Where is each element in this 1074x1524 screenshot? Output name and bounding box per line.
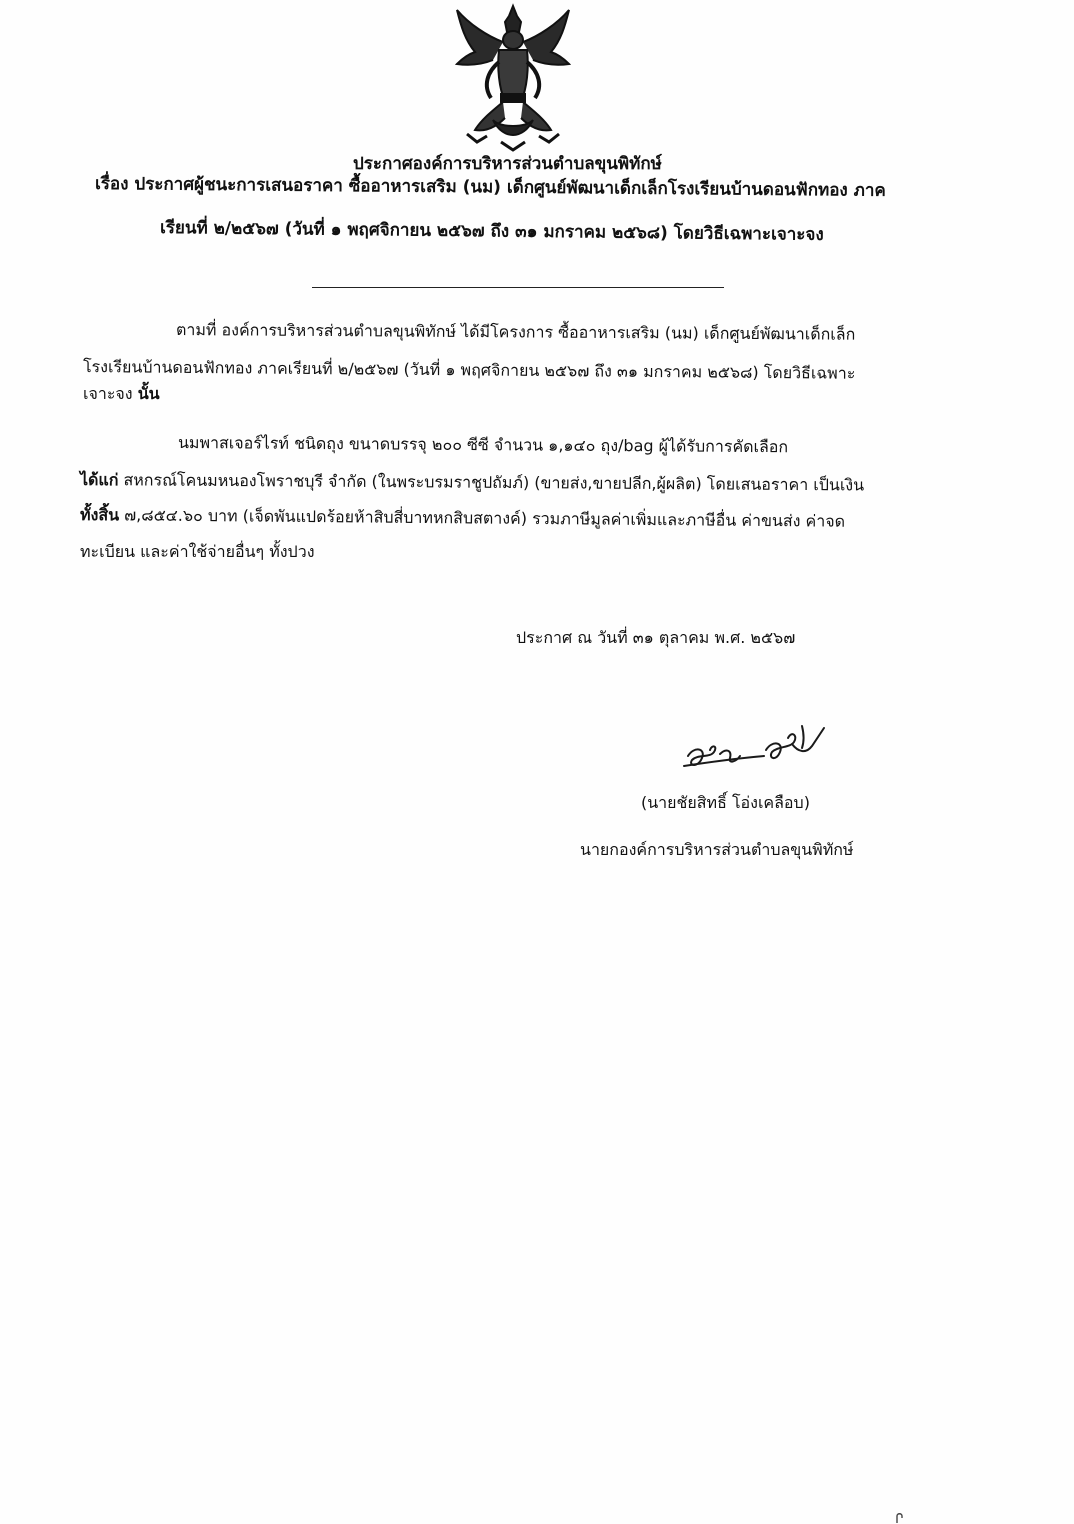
signer-name: (นายชัยสิทธิ์ โอ่งเคลือบ) <box>641 793 810 812</box>
paragraph-2-line-1: นมพาสเจอร์ไรท์ ชนิดถุง ขนาดบรรจุ ๒๐๐ ซีซี จำนวน ๑,๑๔๐ ถุง/bag ผู้ได้รับการคัดเลือก <box>177 433 789 457</box>
paragraph-1-line-1: ตามที่ องค์การบริหารส่วนตำบลขุนพิทักษ์ ได้มีโครงการ ซื้ออาหารเสริม (นม) เด็กศูนย์พัฒนาเด็กเล็ก <box>175 320 856 344</box>
header-divider <box>312 287 724 288</box>
garuda-emblem <box>447 2 579 152</box>
awardee-label: ได้แก่ <box>79 470 119 490</box>
total-text: ๗,๘๕๔.๖๐ บาท (เจ็ดพันแปดร้อยห้าสิบสี่บาทหกสิบสตางค์) รวมภาษีมูลค่าเพิ่มและภาษีอื่น ค่าขนส่ง ค่าจด <box>118 505 846 531</box>
subject-line-2: เรียนที่ ๒/๒๕๖๗ (วันที่ ๑ พฤศจิกายน ๒๕๖๗ ถึง ๓๑ มกราคม ๒๕๖๘) โดยวิธีเฉพาะเจาะจง <box>159 218 824 245</box>
paragraph-2-line-3 <box>80 503 845 535</box>
paragraph-1-line-2: โรงเรียนบ้านดอนฟักทอง ภาคเรียนที่ ๒/๒๕๖๗ (วันที่ ๑ พฤศจิกายน ๒๕๖๗ ถึง ๓๑ มกราคม ๒๕๖๘) โดยวิธีเฉพาะ <box>82 357 856 383</box>
org-title: ประกาศองค์การบริหารส่วนตำบลขุนพิทักษ์ <box>353 154 662 174</box>
paragraph-1-line-3-emphasis: นั้น <box>137 384 160 403</box>
announcement-date: ประกาศ ณ วันที่ ๓๑ ตุลาคม พ.ศ. ๒๕๖๗ <box>516 628 796 647</box>
signer-title: นายกองค์การบริหารส่วนตำบลขุนพิทักษ์ <box>580 840 854 859</box>
awardee-text: สหกรณ์โคนมหนองโพราชบุรี จำกัด (ในพระบรมราชูปถัมภ์) (ขายส่ง,ขายปลีก,ผู้ผลิต) โดยเสนอราคา เป็นเงิน <box>118 470 865 495</box>
subject-line-1: เรื่อง ประกาศผู้ชนะการเสนอราคา ซื้ออาหารเสริม (นม) เด็กศูนย์พัฒนาเด็กเล็กโรงเรียนบ้านดอนฟักทอง ภาค <box>94 174 886 201</box>
paragraph-2-line-2 <box>80 468 864 498</box>
scan-speck <box>895 1512 905 1524</box>
paragraph-1-line-3 <box>83 382 160 407</box>
signature-image <box>680 718 830 780</box>
paragraph-2-line-4: ทะเบียน และค่าใช้จ่ายอื่นๆ ทั้งปวง <box>80 542 315 561</box>
paragraph-1-line-3-text: เจาะจง <box>83 384 133 403</box>
total-label: ทั้งสิ้น <box>79 505 120 525</box>
